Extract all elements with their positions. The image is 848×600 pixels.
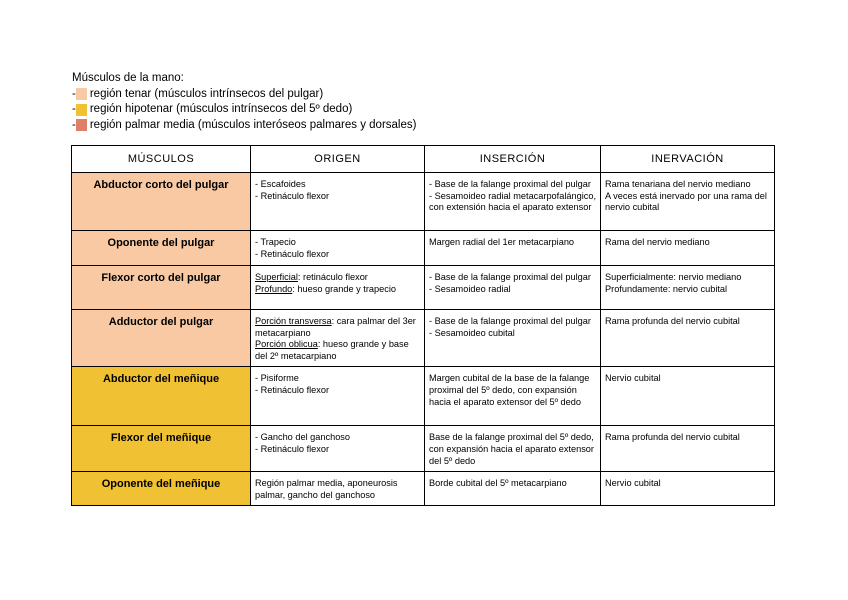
insertion-cell [425, 231, 601, 266]
origin-portion-text: : retináculo flexor [297, 272, 368, 282]
header-origen: ORIGEN [251, 146, 425, 173]
insertion-line: - Base de la falange proximal del pulgar [429, 316, 591, 326]
origin-line: - Gancho del ganchoso [255, 432, 351, 443]
muscle-name: Oponente del meñique [72, 472, 251, 506]
header-inervacion: INERVACIÓN [601, 146, 775, 173]
legend-color-swatch [76, 104, 87, 116]
legend-label: región hipotenar (músculos intrínsecos del 5º dedo) [89, 103, 353, 115]
innervation-cell [601, 367, 775, 426]
legend-dash: - [72, 103, 76, 115]
table-row [72, 231, 775, 266]
origin-cell [251, 426, 425, 472]
insertion-line: Margen radial del 1er metacarpiano [429, 237, 575, 247]
insertion-line: - Sesamoideo radial [429, 283, 511, 294]
innervation-cell [601, 426, 775, 472]
origin-line: Región palmar media, aponeurosis palmar, gancho del ganchoso [255, 478, 398, 500]
origin-cell [251, 266, 425, 310]
innervation-line: Superficialmente: nervio mediano [605, 272, 742, 282]
insertion-line: Base de la falange proximal del 5º dedo, con expansión hacia el aparato extensor del 5º dedo [429, 432, 594, 466]
muscle-name: Flexor corto del pulgar [72, 266, 251, 310]
origin-portion-text: : cara palmar del 3er metacarpiano [255, 316, 416, 338]
origin-line [255, 316, 420, 339]
insertion-line: - Sesamoideo radial metacarpofalángico, con extensión hacia el aparato extensor [429, 190, 596, 213]
innervation-line: Rama profunda del nervio cubital [605, 316, 740, 326]
innervation-cell [601, 472, 775, 506]
origin-line: - Escafoides [255, 179, 306, 189]
muscle-name: Abductor del meñique [72, 367, 251, 426]
origin-portion-label: Profundo [255, 283, 293, 294]
insertion-cell [425, 367, 601, 426]
muscle-name: Adductor del pulgar [72, 310, 251, 367]
legend-item [72, 87, 416, 103]
origin-portion-label: Superficial [255, 272, 298, 282]
table-body [72, 173, 775, 506]
origin-line [255, 339, 420, 362]
legend-title: Músculos de la mano: [72, 72, 184, 84]
header-insercion: INSERCIÓN [425, 146, 601, 173]
innervation-line: A veces está inervado por una rama del nervio cubital [605, 190, 767, 213]
insertion-line: Borde cubital del 5º metacarpiano [429, 478, 567, 489]
origin-line: - Retináculo flexor [255, 384, 330, 395]
innervation-line: Profundamente: nervio cubital [605, 283, 728, 294]
legend-label: región tenar (músculos intrínsecos del pulgar) [89, 87, 324, 100]
legend-item [72, 102, 416, 118]
innervation-cell [601, 231, 775, 266]
origin-portion-label: Porción oblicua [255, 339, 318, 350]
origin-line: - Retináculo flexor [255, 248, 330, 259]
origin-line [255, 272, 420, 284]
innervation-line: Nervio cubital [605, 373, 661, 384]
origin-cell [251, 367, 425, 426]
innervation-cell [601, 266, 775, 310]
legend-color-swatch [76, 88, 87, 100]
table-row [72, 173, 775, 231]
insertion-line: - Sesamoideo cubital [429, 327, 515, 338]
muscle-name: Flexor del meñique [72, 426, 251, 472]
insertion-line: - Base de la falange proximal del pulgar [429, 179, 591, 189]
origin-portion-text: : hueso grande y trapecio [292, 283, 396, 294]
origin-cell [251, 173, 425, 231]
muscle-name: Oponente del pulgar [72, 231, 251, 266]
innervation-line: Rama profunda del nervio cubital [605, 432, 740, 443]
insertion-cell [425, 472, 601, 506]
origin-line: - Trapecio [255, 237, 296, 247]
header-musculos: MÚSCULOS [72, 146, 251, 173]
origin-line: - Retináculo flexor [255, 190, 330, 201]
origin-line: - Pisiforme [255, 373, 299, 384]
innervation-cell [601, 310, 775, 367]
legend [72, 71, 416, 133]
origin-line: - Retináculo flexor [255, 443, 330, 454]
origin-portion-text: : hueso grande y base del 2º metacarpiano [255, 339, 409, 361]
insertion-line: Margen cubital de la base de la falange proximal del 5º dedo, con expansión hacia el aparato extensor del 5º dedo [429, 373, 590, 407]
innervation-cell [601, 173, 775, 231]
insertion-cell [425, 266, 601, 310]
innervation-line: Rama tenariana del nervio mediano [605, 179, 751, 189]
muscles-table [71, 145, 775, 506]
innervation-line: Rama del nervio mediano [605, 237, 710, 247]
table-row [72, 266, 775, 310]
origin-cell [251, 472, 425, 506]
legend-dash: - [72, 87, 76, 100]
table-row [72, 310, 775, 367]
insertion-cell [425, 173, 601, 231]
origin-cell [251, 231, 425, 266]
table-row [72, 367, 775, 426]
legend-color-swatch [76, 119, 87, 131]
legend-item [72, 118, 416, 134]
table-row [72, 472, 775, 506]
insertion-cell [425, 310, 601, 367]
legend-items [72, 87, 416, 134]
table-header-row [72, 146, 775, 173]
legend-label: región palmar media (músculos interóseos palmares y dorsales) [89, 118, 417, 131]
origin-cell [251, 310, 425, 367]
muscle-name: Abductor corto del pulgar [72, 173, 251, 231]
insertion-cell [425, 426, 601, 472]
insertion-line: - Base de la falange proximal del pulgar [429, 272, 591, 282]
origin-portion-label: Porción transversa [255, 316, 332, 326]
origin-line [255, 284, 420, 296]
legend-dash: - [72, 118, 76, 131]
table-row [72, 426, 775, 472]
innervation-line: Nervio cubital [605, 478, 661, 489]
